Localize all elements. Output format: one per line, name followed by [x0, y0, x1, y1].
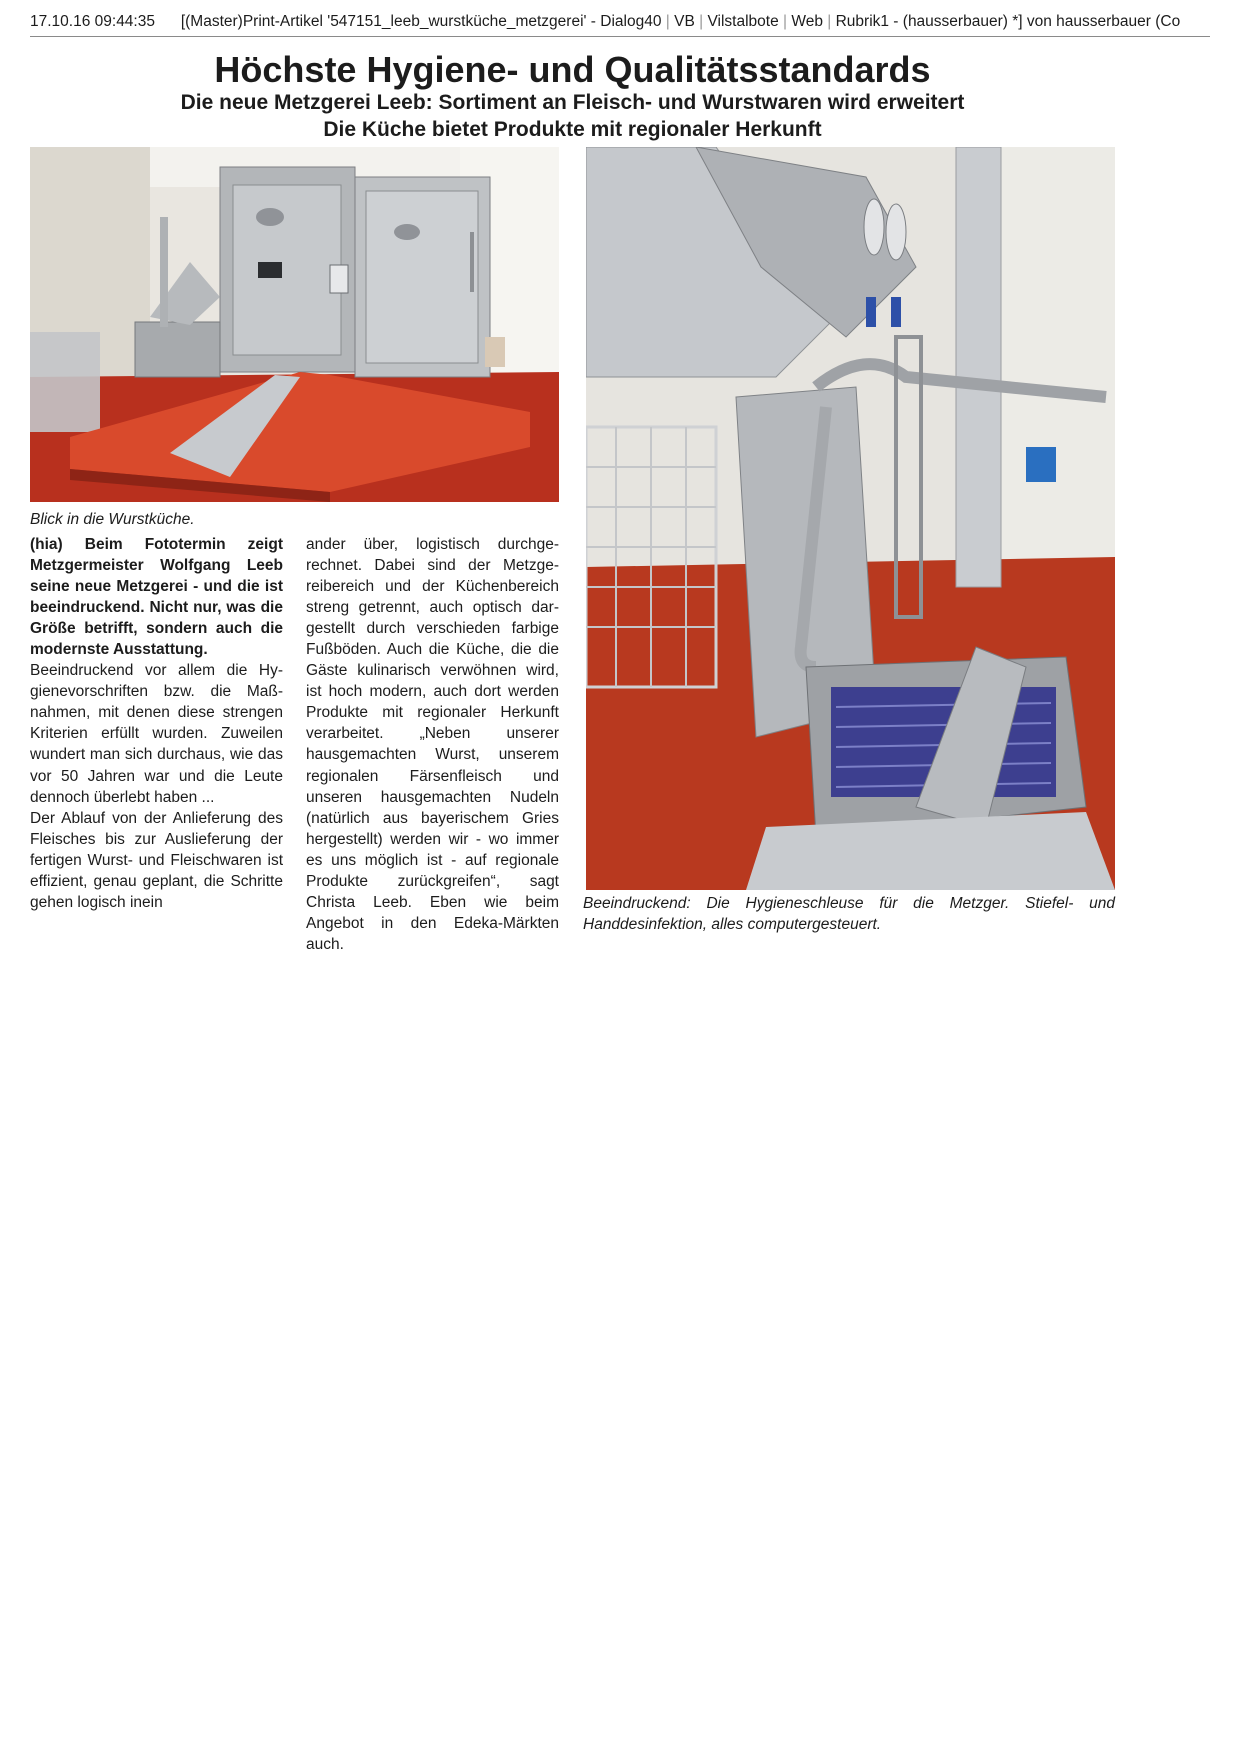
article-column-2: [306, 534, 559, 955]
meta-separator: |: [699, 13, 704, 30]
print-metadata-line: [30, 12, 1210, 32]
meta-field: Web: [791, 13, 823, 30]
article-paragraph-continued: ander über, logistisch durchgerechnet. Dabei sind der Metzgereibereich und der Küchenbereich streng getrennt, auch optisch dargestellt durch verschieden farbige Fußböden. Auch die Küche, die die Gäste kulinarisch verwöhnen wird, ist hoch modern, auch dort werden Produkte mit regionaler Herkunft verarbeitet. „Neben unserer hausgemachten Wurst, unserem regionalen Färsenfleisch und unseren hausgemachten Nudeln (natürlich aus bayerischem Gries hergestellt) werden wir - wo immer es uns möglich ist - auf regionale Produkte zurückgreifen“, sagt Christa Leeb. Eben wie beim Angebot in den Edeka-Märkten auch.: [306, 536, 559, 953]
article-subheadline-1: Die neue Metzgerei Leeb: Sortiment an Fleisch- und Wurstwaren wird erweitert: [180, 91, 965, 114]
photo-caption-left: Blick in die Wurstküche.: [30, 511, 195, 528]
article-paragraph: Beeindruckend vor allem die Hygienevorschriften bzw. die Maßnahmen, mit denen diese strengen Kriterien erfüllt wurden. Zuweilen wundert man sich durchaus, wie das vor 50 Jahren war und die Leute dennoch überlebt haben ...: [30, 662, 283, 806]
article-subheadline-2: Die Küche bietet Produkte mit regionaler Herkunft: [323, 118, 822, 141]
article-lead: (hia) Beim Fototermin zeigt Metzgermeister Wolfgang Leeb seine neue Metzgerei - und die ist beeindruckend. Nicht nur, was die Größe betrifft, sondern auch die modernste Ausstattung.: [30, 536, 283, 659]
meta-separator: |: [827, 13, 832, 30]
meta-field: VB: [674, 13, 695, 30]
article-column-1: [30, 534, 283, 913]
meta-timestamp: 17.10.16 09:44:35: [30, 13, 155, 30]
photo-sausage-kitchen: [30, 147, 559, 502]
meta-separator: |: [783, 13, 788, 30]
meta-field: Rubrik1 - (hausserbauer) *] von hausserbauer (Co: [835, 13, 1181, 30]
photo-hygiene-lock: [586, 147, 1115, 890]
meta-article-id: [(Master)Print-Artikel '547151_leeb_wurstküche_metzgerei' - Dialog40: [180, 13, 662, 30]
article-headline: Höchste Hygiene- und Qualitätsstandards: [214, 49, 931, 90]
meta-separator: |: [665, 13, 670, 30]
header-rule: [30, 36, 1210, 37]
article-paragraph-continued: Der Ablauf von der Anlieferung des Fleisches bis zur Auslieferung der fertigen Wurst- und Fleischwaren ist effizient, genau geplant, die Schritte gehen logisch inein: [30, 809, 283, 911]
photo-caption-right: Beeindruckend: Die Hygieneschleuse für die Metzger. Stiefel- und Handdesinfektion, alles computergesteuert.: [583, 895, 1115, 933]
meta-field: Vilstalbote: [707, 13, 779, 30]
